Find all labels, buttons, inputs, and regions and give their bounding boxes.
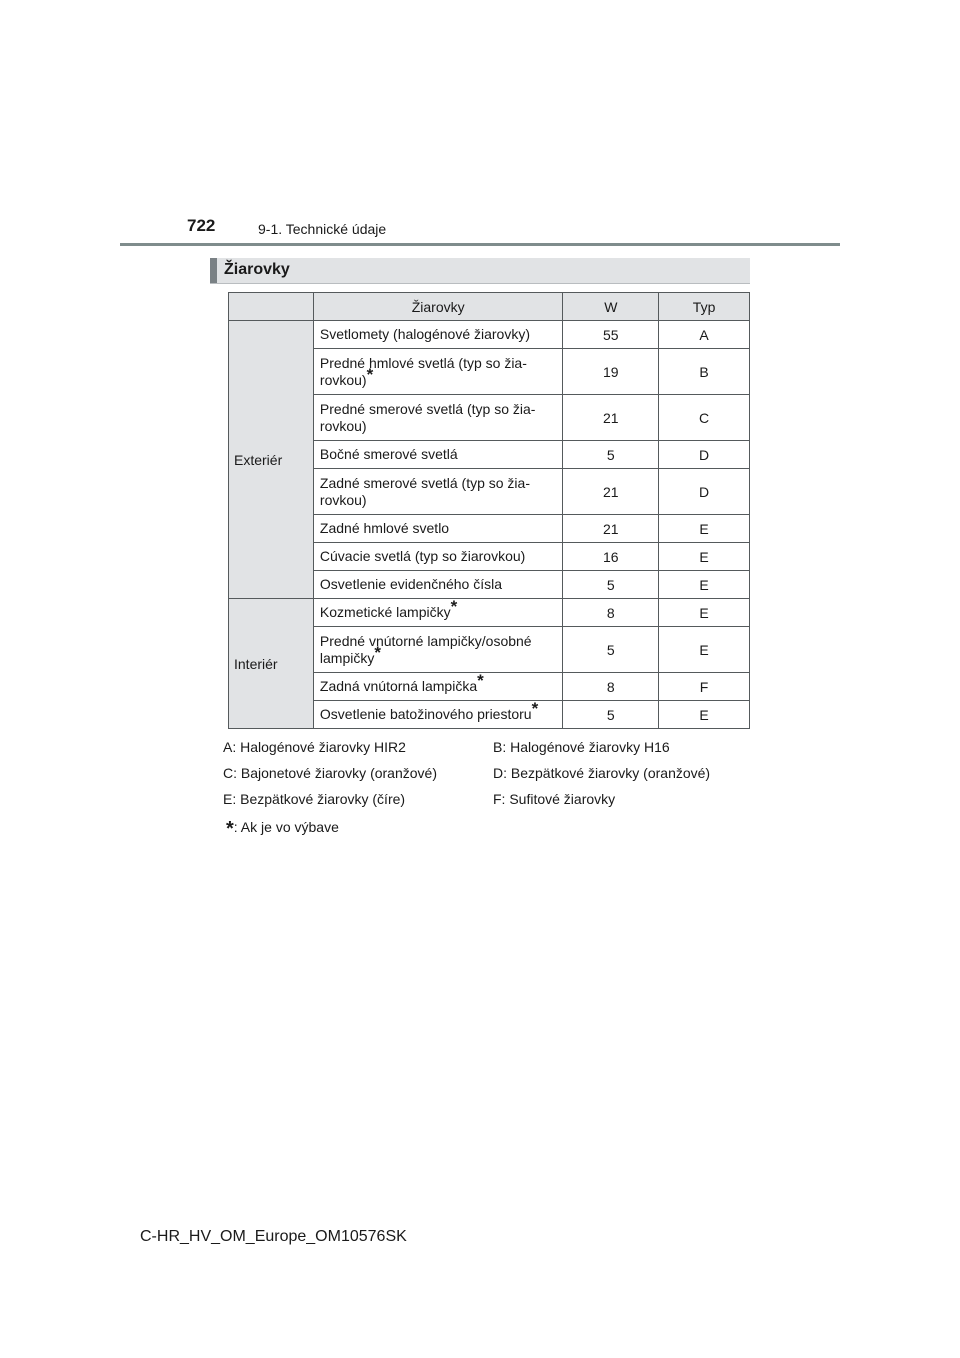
column-header-type: Typ <box>659 293 750 321</box>
bulb-name-line: Predné vnútorné lampičky/osobné <box>319 632 532 649</box>
legend-item: E: Bezpätkové žiarovky (číre) <box>223 791 406 807</box>
bulb-name-cell <box>313 515 563 543</box>
bulb-name-cell <box>313 599 563 627</box>
table-row <box>229 321 750 349</box>
watt-cell: 19 <box>563 349 659 395</box>
watt-cell: 21 <box>563 469 659 515</box>
bulb-name-cell <box>313 349 563 395</box>
type-cell: E <box>659 599 750 627</box>
footnote-asterisk: * <box>226 818 234 840</box>
bulb-name-line: rovkou) <box>319 371 367 388</box>
type-cell: E <box>659 543 750 571</box>
optional-asterisk: * <box>450 597 458 617</box>
watt-cell: 21 <box>563 395 659 441</box>
table-header-row <box>229 293 750 321</box>
column-header-watt: W <box>563 293 659 321</box>
bulbs-table <box>228 292 750 729</box>
column-header-category <box>229 293 314 321</box>
table-row <box>229 599 750 627</box>
type-cell: E <box>659 571 750 599</box>
document-id-footer: C-HR_HV_OM_Europe_OM10576SK <box>140 1228 407 1245</box>
optional-asterisk: * <box>366 364 374 384</box>
type-cell: A <box>659 321 750 349</box>
bulb-name-cell <box>313 701 563 729</box>
watt-cell: 8 <box>563 673 659 701</box>
section-title: 9-1. Technické údaje <box>258 221 387 237</box>
heading-bar <box>210 258 750 284</box>
column-header-bulbs: Žiarovky <box>313 293 563 321</box>
type-cell: E <box>659 627 750 673</box>
bulb-name-line: rovkou) <box>319 491 367 508</box>
bulb-name-line: rovkou) <box>319 417 367 434</box>
watt-cell: 5 <box>563 571 659 599</box>
bulb-name-cell <box>313 441 563 469</box>
watt-cell: 21 <box>563 515 659 543</box>
bulb-name-cell <box>313 321 563 349</box>
bulb-name-line: Bočné smerové svetlá <box>319 446 458 462</box>
heading-title: Žiarovky <box>224 261 290 278</box>
watt-cell: 16 <box>563 543 659 571</box>
legend-item: B: Halogénové žiarovky H16 <box>493 739 670 755</box>
bulb-name-line: Predné smerové svetlá (typ so žia- <box>319 400 536 417</box>
type-cell: B <box>659 349 750 395</box>
bulb-name-cell <box>313 627 563 673</box>
watt-cell: 5 <box>563 627 659 673</box>
bulb-name-line: Predné hmlové svetlá (typ so žia- <box>319 354 527 371</box>
type-cell: D <box>659 441 750 469</box>
bulb-name-line: Zadné smerové svetlá (typ so žia- <box>319 474 530 491</box>
type-cell: E <box>659 515 750 543</box>
heading-accent <box>210 258 217 283</box>
footnote <box>226 815 339 838</box>
legend-item: D: Bezpätkové žiarovky (oranžové) <box>493 765 711 781</box>
bulb-name-cell <box>313 543 563 571</box>
category-cell: Exteriér <box>229 321 314 599</box>
type-cell: E <box>659 701 750 729</box>
watt-cell: 5 <box>563 441 659 469</box>
watt-cell: 8 <box>563 599 659 627</box>
bulb-name-line: Svetlomety (halogénové žiarovky) <box>319 326 531 342</box>
bulb-name-line: Zadná vnútorná lampička <box>319 678 478 694</box>
legend-item: A: Halogénové žiarovky HIR2 <box>223 739 406 755</box>
type-cell: F <box>659 673 750 701</box>
watt-cell: 5 <box>563 701 659 729</box>
type-cell: C <box>659 395 750 441</box>
bulb-name-cell <box>313 395 563 441</box>
legend-item: C: Bajonetové žiarovky (oranžové) <box>223 765 437 781</box>
bulb-name-line: lampičky <box>319 649 375 666</box>
bulb-name-cell <box>313 571 563 599</box>
watt-cell: 55 <box>563 321 659 349</box>
bulb-name-line: Osvetlenie batožinového priestoru <box>319 706 532 722</box>
bulb-name-cell <box>313 673 563 701</box>
optional-asterisk: * <box>374 642 381 662</box>
bulb-name-line: Kozmetické lampičky <box>319 604 451 620</box>
header-rule <box>120 243 840 246</box>
bulb-name-line: Osvetlenie evidenčného čísla <box>319 576 503 592</box>
bulb-name-line: Zadné hmlové svetlo <box>319 520 450 536</box>
bulb-name-line: Cúvacie svetlá (typ so žiarovkou) <box>319 548 526 564</box>
legend-item: F: Sufitové žiarovky <box>493 791 616 807</box>
footnote-text: : Ak je vo výbave <box>233 819 339 835</box>
page-number: 722 <box>187 216 216 235</box>
optional-asterisk: * <box>477 671 484 691</box>
optional-asterisk: * <box>531 699 539 719</box>
table-body <box>229 321 750 729</box>
bulb-name-cell <box>313 469 563 515</box>
category-cell: Interiér <box>229 599 314 729</box>
type-cell: D <box>659 469 750 515</box>
